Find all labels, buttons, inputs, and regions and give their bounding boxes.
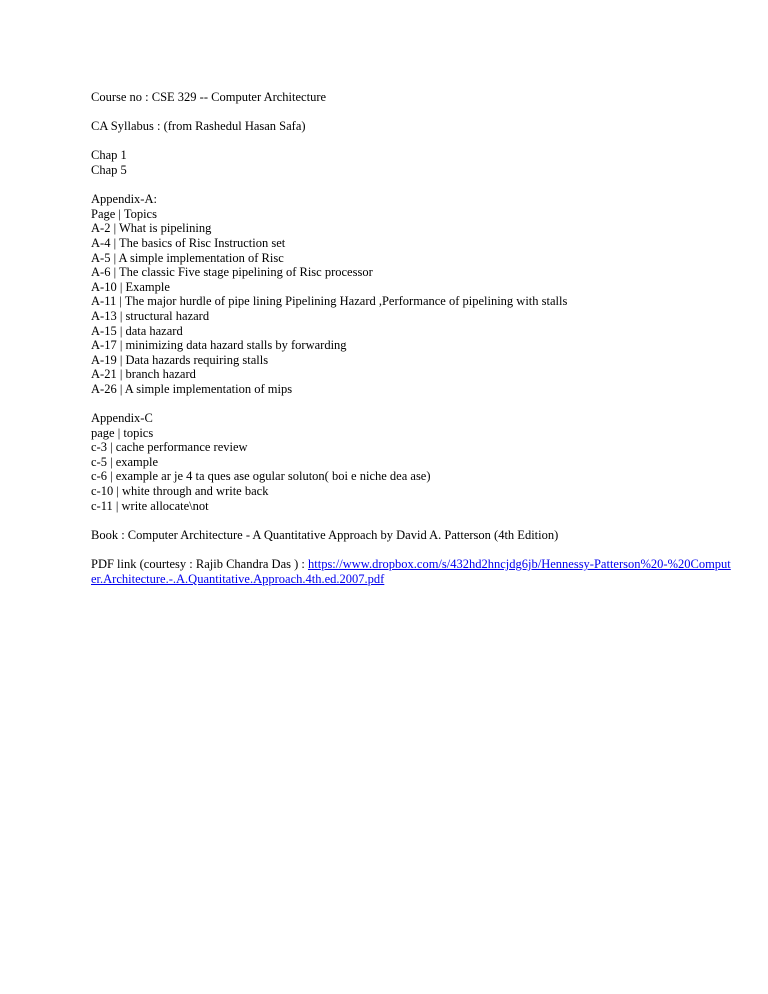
appendix-c-item: c-6 | example ar je 4 ta ques ase ogular soluton( boi e niche dea ase) [91,469,431,484]
course-line: Course no : CSE 329 -- Computer Architecture [91,90,327,104]
appendix-a-title: Appendix-A: [91,192,157,207]
appendix-a-item: A-10 | Example [91,279,170,294]
appendix-a-item: A-26 | A simple implementation of mips [91,381,293,396]
appendix-c-item: c-3 | cache performance review [91,440,248,455]
appendix-a-item: A-19 | Data hazards requiring stalls [91,352,269,367]
spacer [91,178,731,193]
spacer [91,396,731,411]
document-body [91,90,731,587]
spacer [91,134,731,149]
spacer [91,105,731,120]
appendix-a-item: A-2 | What is pipelining [91,221,212,236]
pdf-link[interactable]: https://www.dropbox.com/s/432hd2hncjdg6jb/Hennessy-Patterson%20-%20Computer.Architecture.-.A.Quantitative.Approach.4th.ed.2007.pdf [91,557,731,586]
appendix-a-item: A-13 | structural hazard [91,308,210,323]
spacer [91,513,731,528]
appendix-c-item: c-5 | example [91,454,159,469]
appendix-c-item: c-11 | write allocate\not [91,498,209,513]
syllabus-line: CA Syllabus : (from Rashedul Hasan Safa) [91,119,306,134]
spacer [91,542,731,557]
appendix-a-item: A-6 | The classic Five stage pipelining of Risc processor [91,265,373,280]
appendix-c-title: Appendix-C [91,411,153,426]
appendix-a-item: A-21 | branch hazard [91,367,196,382]
chapter-line: Chap 1 [91,148,127,163]
appendix-a-item: A-15 | data hazard [91,323,183,338]
appendix-c-item: c-10 | white through and write back [91,484,269,499]
appendix-c-header: page | topics [91,425,154,440]
pdf-line [91,557,731,587]
book-line: Book : Computer Architecture - A Quantitative Approach by David A. Patterson (4th Edition) [91,527,559,542]
appendix-a-item: A-5 | A simple implementation of Risc [91,250,284,265]
pdf-label: PDF link (courtesy : Rajib Chandra Das ) : [91,557,308,571]
appendix-a-item: A-17 | minimizing data hazard stalls by forwarding [91,338,347,353]
appendix-a-item: A-4 | The basics of Risc Instruction set [91,235,286,250]
appendix-a-item: A-11 | The major hurdle of pipe lining Pipelining Hazard ,Performance of pipelining with stalls [91,294,568,309]
chapter-line: Chap 5 [91,162,127,177]
appendix-a-header: Page | Topics [91,206,157,221]
